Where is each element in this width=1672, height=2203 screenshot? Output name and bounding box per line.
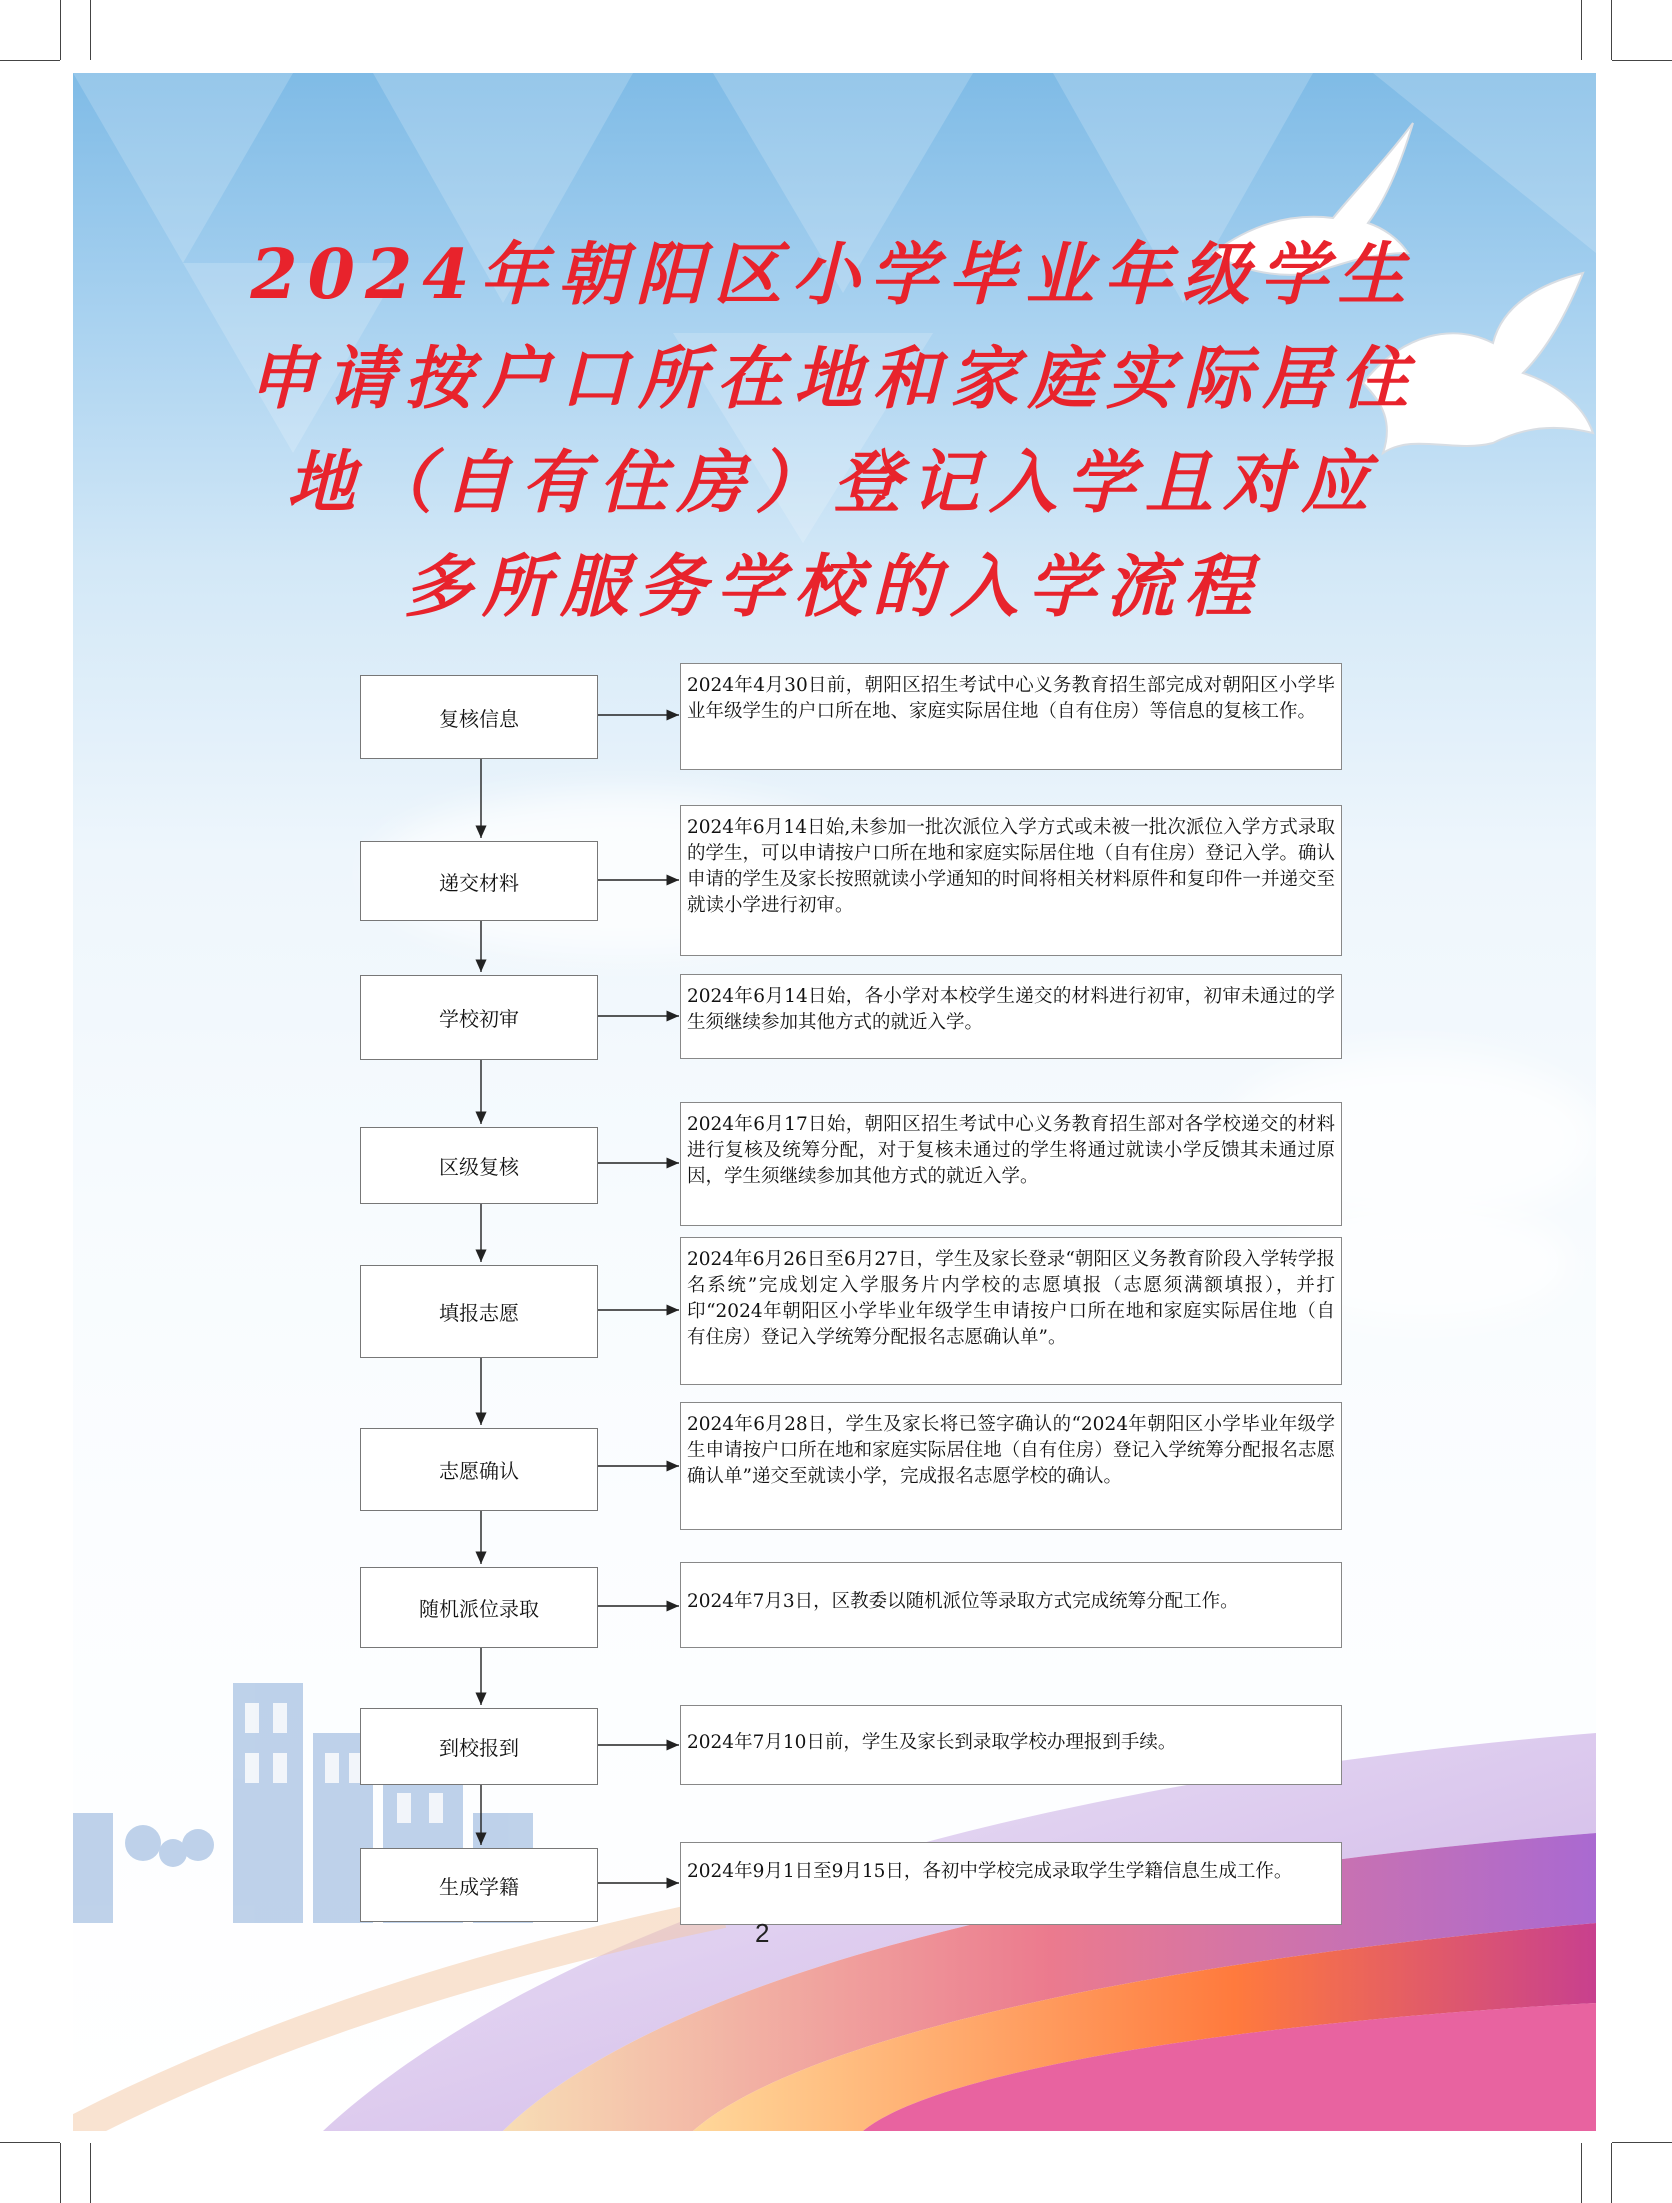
- title-line: 多所服务学校的入学流程: [403, 547, 1262, 627]
- step-box-review-info: 复核信息: [360, 675, 598, 759]
- step-box-fill-preferences: 填报志愿: [360, 1265, 598, 1358]
- step-description: 2024年6月28日，学生及家长将已签字确认的“2024年朝阳区小学毕业年级学生申请按户口所在地和家庭实际居住地（自有住房）登记入学统筹分配报名志愿确认单”递交至就读小学，完成报名志愿学校的确认。: [680, 1402, 1342, 1530]
- title-line: 2024年朝阳区小学毕业年级学生: [250, 235, 1416, 315]
- step-box-random-assignment: 随机派位录取: [360, 1567, 598, 1648]
- step-box-generate-records: 生成学籍: [360, 1848, 598, 1922]
- page-number: 2: [755, 1918, 770, 1948]
- step-box-district-review: 区级复核: [360, 1127, 598, 1204]
- step-box-school-registration: 到校报到: [360, 1708, 598, 1785]
- step-box-confirm-preferences: 志愿确认: [360, 1428, 598, 1511]
- step-description: 2024年6月14日始,未参加一批次派位入学方式或未被一批次派位入学方式录取的学生，可以申请按户口所在地和家庭实际居住地（自有住房）登记入学。确认申请的学生及家长按照就读小学通知的时间将相关材料原件和复印件一并递交至就读小学进行初审。: [680, 805, 1342, 956]
- step-description: 2024年6月26日至6月27日，学生及家长登录“朝阳区义务教育阶段入学转学报名系统”完成划定入学服务片内学校的志愿填报（志愿须满额填报），并打印“2024年朝阳区小学毕业年级学生申请按户口所在地和家庭实际居住地（自有住房）登记入学统筹分配报名志愿确认单”。: [680, 1237, 1342, 1385]
- title-line: 申请按户口所在地和家庭实际居住: [247, 339, 1418, 419]
- step-description: 2024年7月3日，区教委以随机派位等录取方式完成统筹分配工作。: [680, 1562, 1342, 1648]
- step-description: 2024年6月14日始，各小学对本校学生递交的材料进行初审，初审未通过的学生须继续参加其他方式的就近入学。: [680, 974, 1342, 1059]
- step-box-school-review: 学校初审: [360, 975, 598, 1060]
- step-description: 2024年4月30日前，朝阳区招生考试中心义务教育招生部完成对朝阳区小学毕业年级学生的户口所在地、家庭实际居住地（自有住房）等信息的复核工作。: [680, 663, 1342, 770]
- step-description: 2024年9月1日至9月15日，各初中学校完成录取学生学籍信息生成工作。: [680, 1842, 1342, 1925]
- step-box-submit-materials: 递交材料: [360, 841, 598, 921]
- title-line: 地（自有住房）登记入学且对应: [286, 443, 1379, 523]
- step-description: 2024年7月10日前，学生及家长到录取学校办理报到手续。: [680, 1705, 1342, 1785]
- step-description: 2024年6月17日始，朝阳区招生考试中心义务教育招生部对各学校递交的材料进行复核及统筹分配，对于复核未通过的学生将通过就读小学反馈其未通过原因，学生须继续参加其他方式的就近入学。: [680, 1102, 1342, 1226]
